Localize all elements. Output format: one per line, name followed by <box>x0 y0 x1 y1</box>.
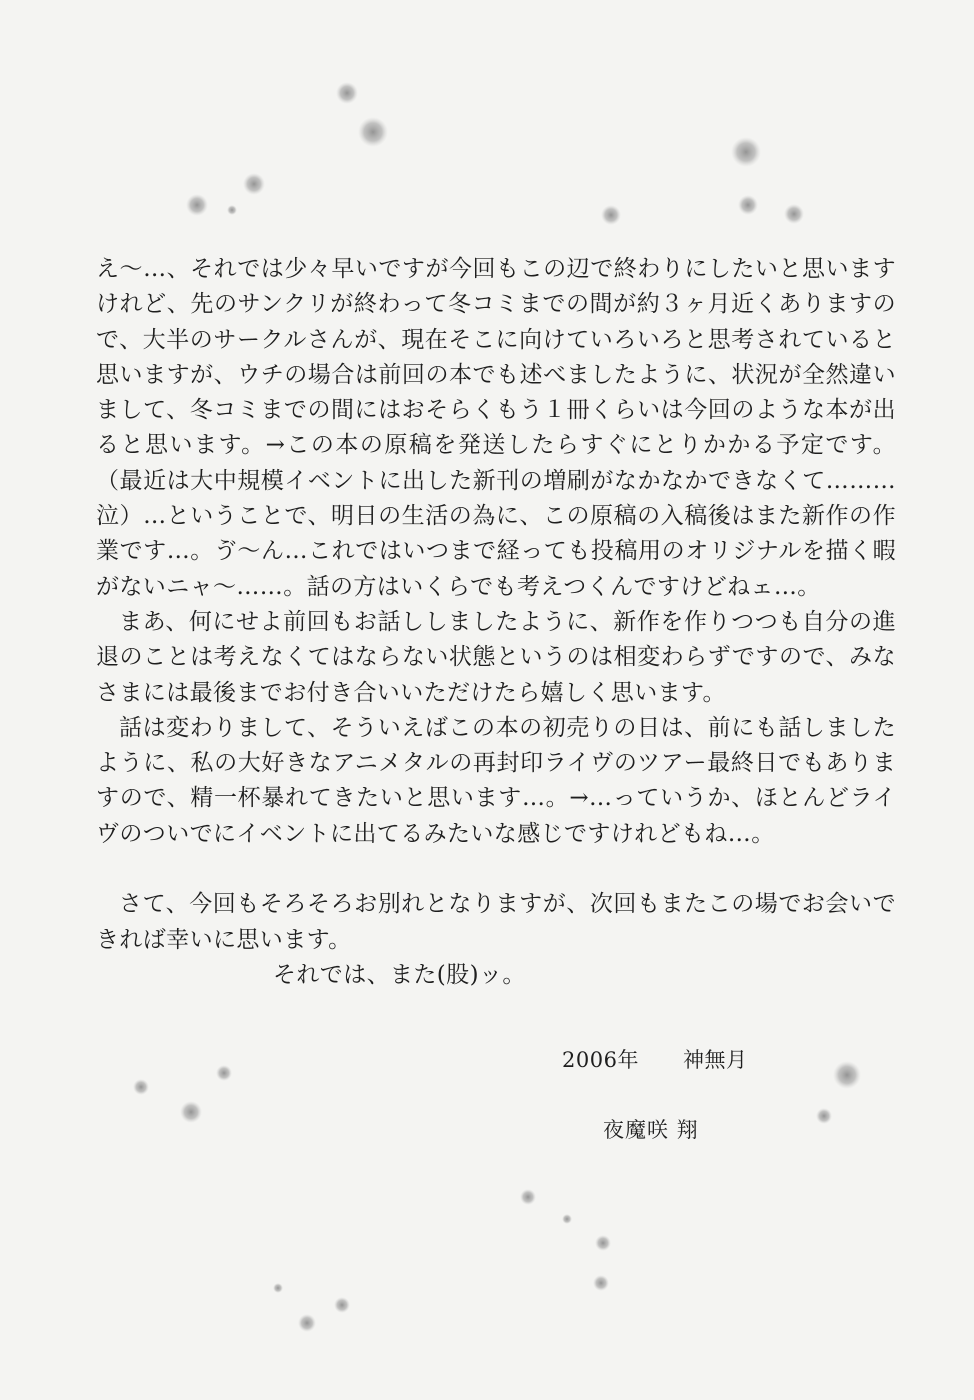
paragraph-gap <box>96 852 896 887</box>
letter-paragraph-1: え～…、それでは少々早いですが今回もこの辺で終わりにしたいと思いますけれど、先のサンクリが終わって冬コミまでの間が約３ヶ月近くありますので、大半のサークルさんが、現在そこに向けていろいろと思考されていると思いますが、ウチの場合は前回の本でも述べましたように、状況が全然違いまして、冬コミまでの間にはおそらくもう１冊くらいは今回のような本が出ると思います。→この本の原稿を発送したらすぐにとりかかる予定です。（最近は大中規模イベントに出した新刊の増刷がなかなかできなくて………泣）…ということで、明日の生活の為に、この原稿の入稿後はまた新作の作業です…。ゔ～ん…これではいつまで経っても投稿用のオリジナルを描く暇がないニャ～……。話の方はいくらでも考えつくんですけどねェ…。 <box>96 256 896 600</box>
letter-body <box>96 252 896 993</box>
letter-paragraph-3: 話は変わりまして、そういえばこの本の初売りの日は、前にも話しましたように、私の大好きなアニメタルの再封印ライヴのツアー最終日でもありますので、精一杯暴れてきたいと思います…。→…っていうか、ほとんどライヴのついでにイベントに出てるみたいな感じですけれどもね…。 <box>96 714 896 847</box>
letter-paragraph-4: さて、今回もそろそろお別れとなりますが、次回もまたこの場でお会いできれば幸いに思います。 <box>96 891 896 953</box>
author-name: 夜魔咲 翔 <box>603 1118 699 1142</box>
date-year: 2006年 <box>562 1048 639 1072</box>
sign-off: それでは、また(股)ッ。 <box>273 961 526 988</box>
letter-paragraph-2: まあ、何にせよ前回もお話ししましたように、新作を作りつつも自分の進退のことは考えなくてはならない状態というのは相変わらずですので、みなさまには最後までお付き合いいただけたら嬉しく思います。 <box>96 608 896 706</box>
date-month: 神無月 <box>682 1048 748 1072</box>
letter-date <box>562 1044 747 1074</box>
